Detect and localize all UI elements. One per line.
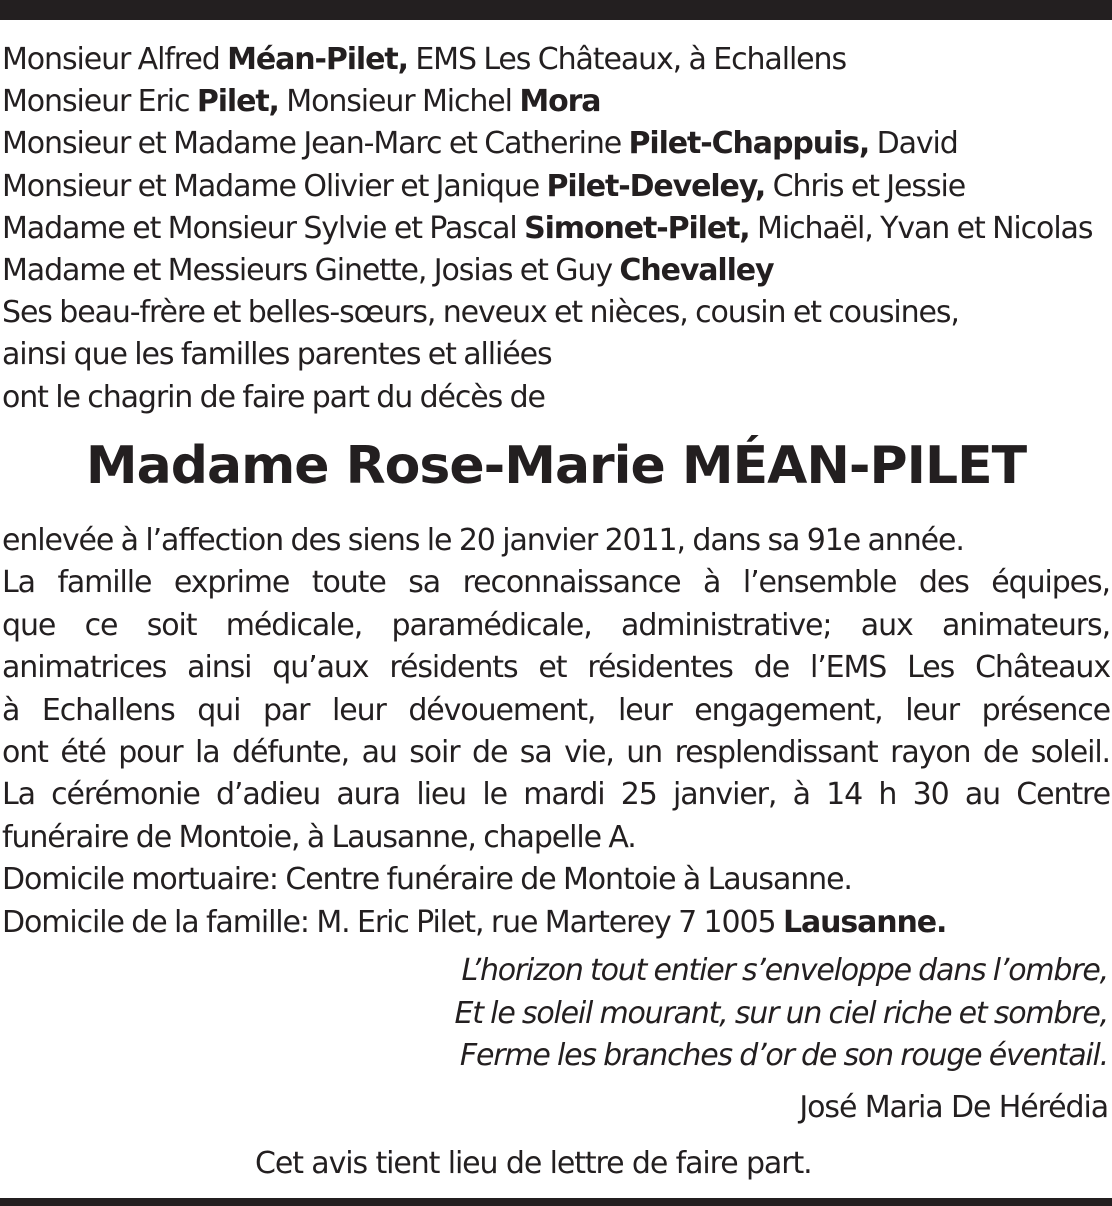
family-line	[2, 377, 1110, 419]
poem-line: Et le soleil mourant, sur un ciel riche et sombre,	[454, 995, 1108, 1031]
body-line: funéraire de Montoie, à Lausanne, chapelle A.	[2, 819, 636, 855]
family-line-text: Monsieur Alfred	[2, 42, 228, 77]
deceased-name: Madame Rose-Marie MÉAN-PILET	[85, 436, 1027, 496]
family-line	[2, 292, 1110, 334]
family-line-surname: Chevalley	[619, 252, 774, 288]
family-line-text: Monsieur Michel	[278, 84, 520, 120]
family-line	[2, 334, 1110, 376]
body-line: que ce soit médicale, paramédicale, administrative; aux animateurs,	[2, 607, 1110, 643]
family-address-text: Domicile de la famille: M. Eric Pilet, rue Marterey 7 1005	[2, 904, 783, 940]
family-line-surname: Simonet-Pilet,	[524, 210, 750, 246]
body-line: La famille exprime toute sa reconnaissance à l’ensemble des équipes,	[2, 565, 1110, 601]
family-line-text: Chris et Jessie	[765, 168, 966, 204]
family-line-text: ont le chagrin de faire part du décès de	[2, 379, 545, 415]
family-line	[2, 123, 1110, 165]
poem-author: José Maria De Hérédia	[799, 1090, 1108, 1125]
bottom-border-rule	[0, 1198, 1112, 1206]
family-line-surname: Pilet-Chappuis,	[628, 126, 870, 162]
body-line: Domicile mortuaire: Centre funéraire de Montoie à Lausanne.	[2, 862, 852, 898]
body-line: enlevée à l’affection des siens le 20 janvier 2011, dans sa 91e année.	[2, 523, 964, 558]
family-line-text: EMS Les Châteaux, à Echallens	[407, 42, 846, 77]
family-line-text: David	[869, 126, 958, 162]
family-line	[2, 39, 1110, 81]
family-line-text: Madame et Monsieur Sylvie et Pascal	[2, 210, 525, 246]
family-line-surname: Méan-Pilet,	[227, 42, 408, 77]
family-line-text: Madame et Messieurs Ginette, Josias et Guy	[2, 252, 620, 288]
poem-quote	[308, 950, 1108, 1078]
family-line	[2, 81, 1110, 123]
family-address-city: Lausanne.	[782, 904, 947, 940]
family-line-text: Ses beau-frère et belles-sœurs, neveux et nièces, cousin et cousines,	[2, 295, 959, 331]
family-announcement	[2, 39, 1110, 419]
poem-line: L’horizon tout entier s’enveloppe dans l’ombre,	[461, 953, 1108, 988]
family-line	[2, 250, 1110, 292]
family-line	[2, 166, 1110, 208]
family-line-text: Michaël, Yvan et Nicolas	[749, 210, 1093, 246]
body-line: La cérémonie d’adieu aura lieu le mardi 25 janvier, à 14 h 30 au Centre	[2, 777, 1110, 813]
family-line-surname: Pilet-Develey,	[546, 168, 766, 204]
family-line	[2, 208, 1110, 250]
top-border-rule	[0, 0, 1112, 20]
family-line-surname: Pilet,	[196, 84, 279, 120]
poem-line: Ferme les branches d’or de son rouge éventail.	[459, 1038, 1108, 1073]
body-line: à Echallens qui par leur dévouement, leur engagement, leur présence	[2, 692, 1110, 728]
announcement-body	[2, 520, 1110, 944]
closing-note: Cet avis tient lieu de lettre de faire part.	[255, 1146, 812, 1181]
family-address-line	[2, 902, 1110, 944]
body-line: animatrices ainsi qu’aux résidents et résidentes de l’EMS Les Châteaux	[2, 650, 1110, 686]
body-line: ont été pour la défunte, au soir de sa vie, un resplendissant rayon de soleil.	[2, 734, 1110, 770]
family-line-text: Monsieur et Madame Jean-Marc et Catherine	[2, 126, 629, 162]
family-line-text: Monsieur et Madame Olivier et Janique	[2, 168, 547, 204]
family-line-surname: Mora	[519, 84, 601, 120]
family-line-text: Monsieur Eric	[2, 84, 197, 120]
family-line-text: ainsi que les familles parentes et alliées	[2, 337, 552, 373]
